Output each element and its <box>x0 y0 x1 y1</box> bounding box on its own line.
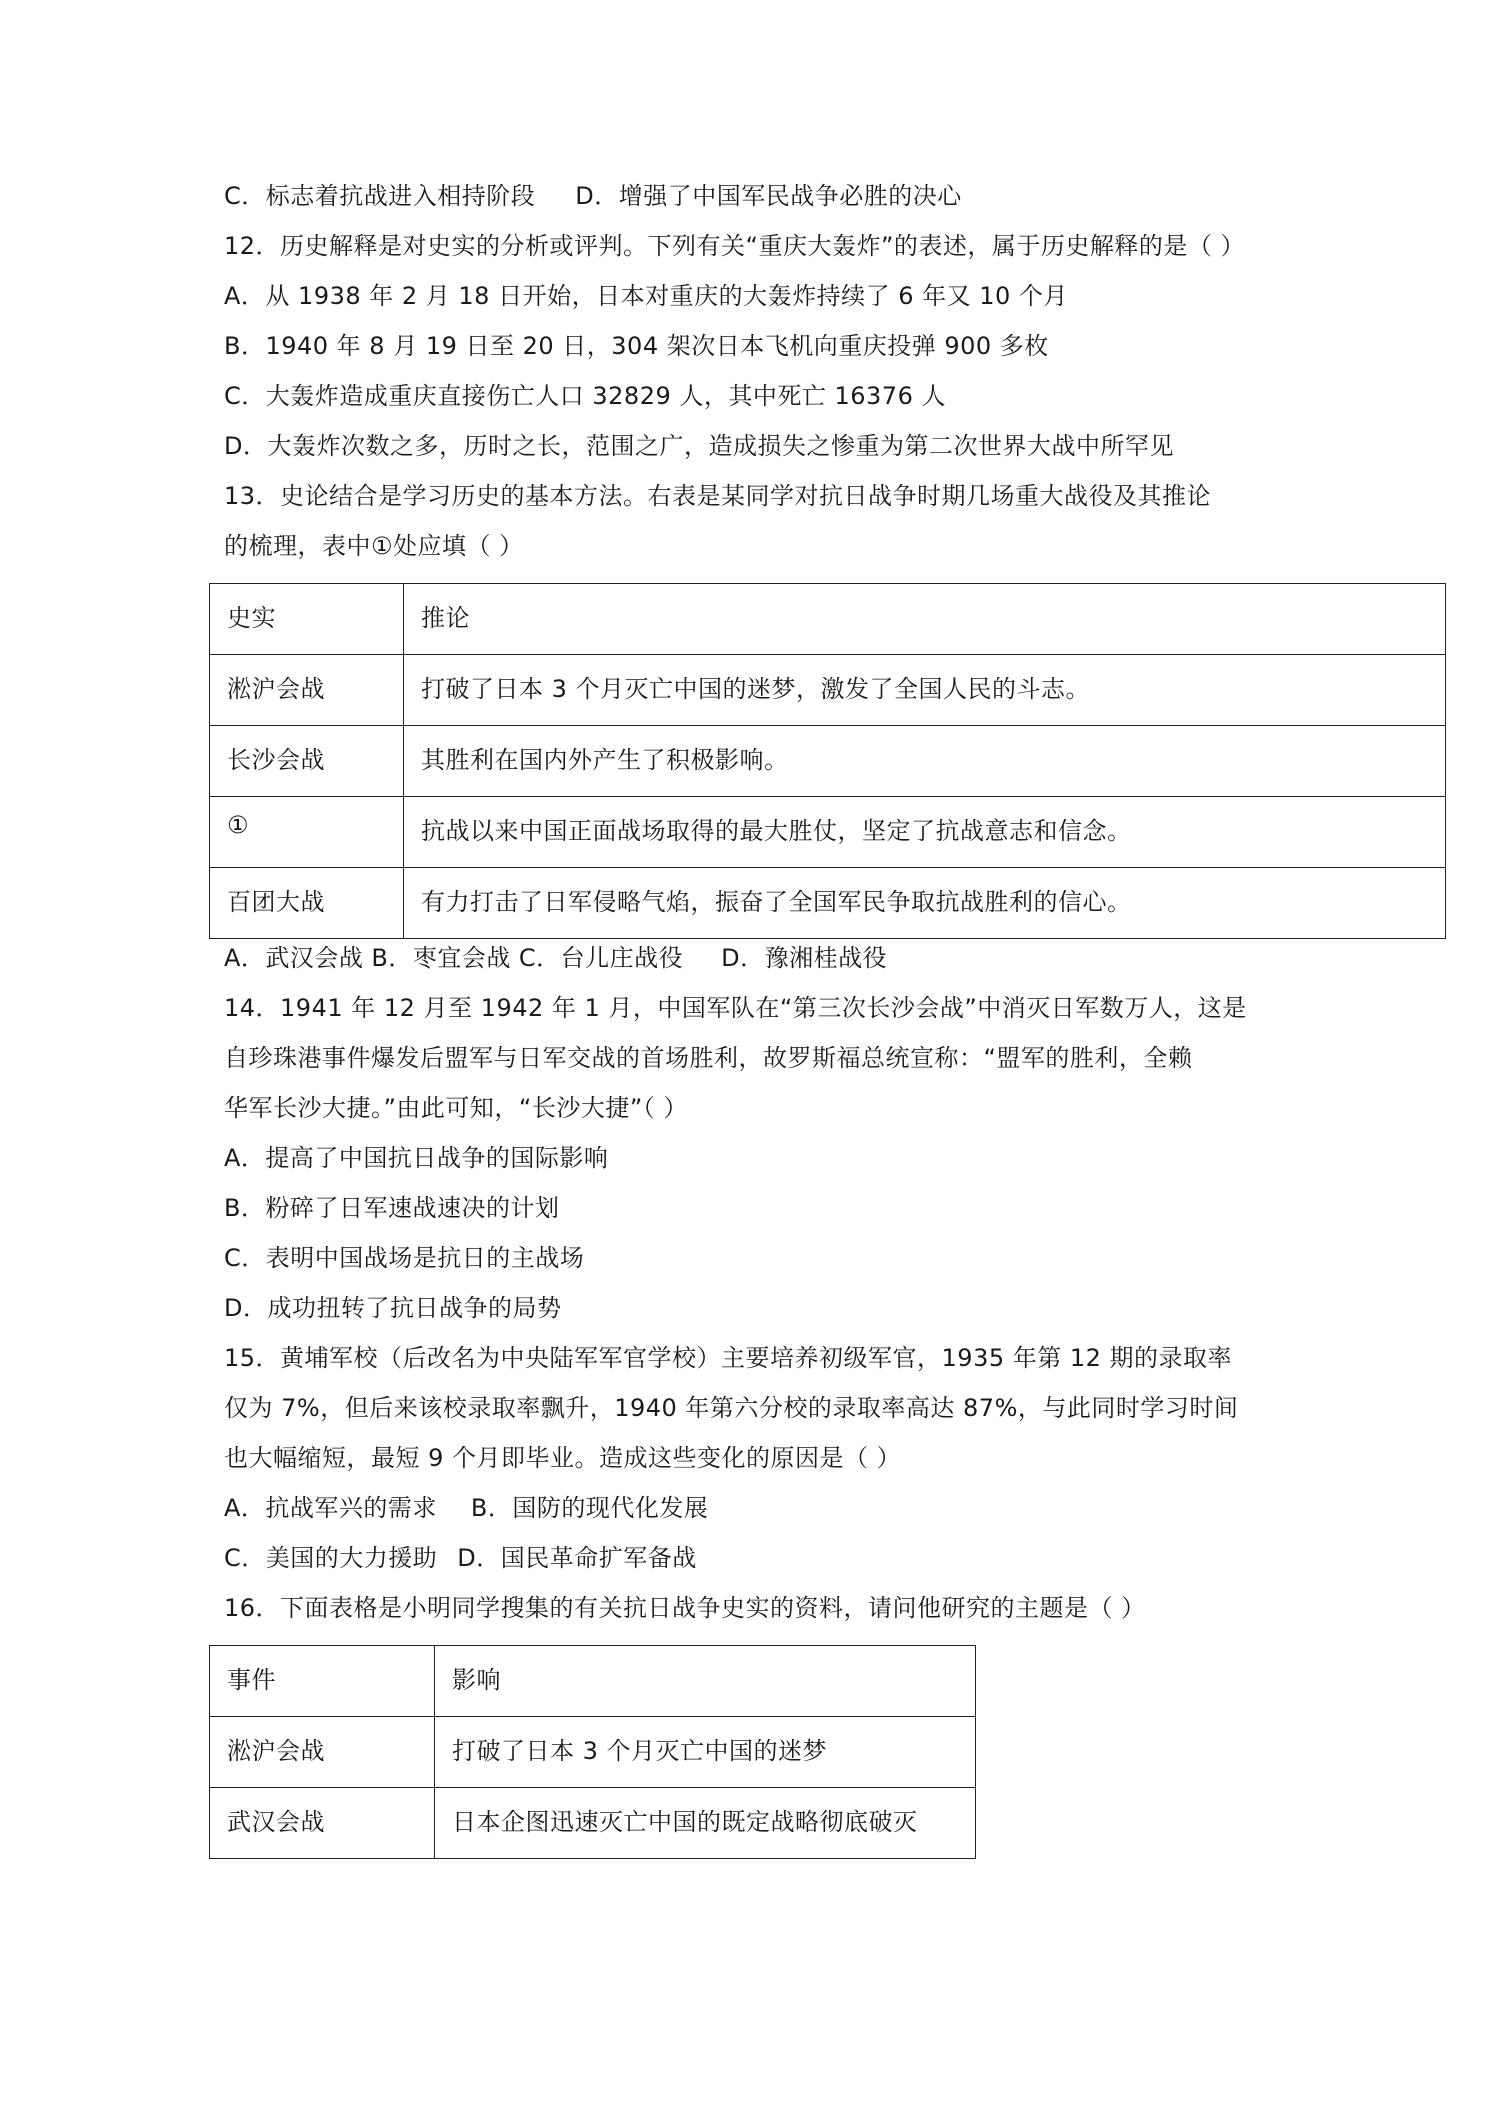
table-cell: 长沙会战 <box>210 726 404 797</box>
table-header-cell: 史实 <box>210 584 404 655</box>
q12-option-c: C．大轰炸造成重庆直接伤亡人口 32829 人，其中死亡 16376 人 <box>224 382 946 410</box>
q13-stem-line-2: 的梳理，表中①处应填（ ） <box>224 532 524 560</box>
q13-option-c: C．台儿庄战役 <box>518 944 684 972</box>
table-cell: 武汉会战 <box>210 1788 435 1859</box>
q13-table <box>209 583 1446 939</box>
table-row <box>210 726 1446 797</box>
table-cell: 有力打击了日军侵略气焰，振奋了全国军民争取抗战胜利的信心。 <box>404 868 1446 939</box>
table-header-row <box>210 584 1446 655</box>
table-header-row <box>210 1646 976 1717</box>
q11-option-d: D．增强了中国军民战争必胜的决心 <box>575 182 962 210</box>
q15-option-c: C．美国的大力援助 <box>224 1544 438 1572</box>
q15-option-d: D．国民革命扩军备战 <box>457 1544 697 1572</box>
q15-stem-line-1: 15．黄埔军校（后改名为中央陆军军官学校）主要培养初级军官，1935 年第 12 期的录取率 <box>224 1344 1233 1372</box>
table-header-cell: 事件 <box>210 1646 435 1717</box>
table-cell: 打破了日本 3 个月灭亡中国的迷梦 <box>435 1717 976 1788</box>
q13-stem-line-1: 13．史论结合是学习历史的基本方法。右表是某同学对抗日战争时期几场重大战役及其推论 <box>224 482 1212 510</box>
table-cell: ① <box>210 797 404 868</box>
table-row <box>210 655 1446 726</box>
q13-options-row <box>224 941 887 975</box>
table-row <box>210 797 1446 868</box>
q13-option-b: B．枣宜会战 <box>371 944 511 972</box>
q12-option-a: A．从 1938 年 2 月 18 日开始，日本对重庆的大轰炸持续了 6 年又 10 个月 <box>224 282 1068 310</box>
q11-options-row <box>224 179 962 213</box>
q14-stem-line-1: 14．1941 年 12 月至 1942 年 1 月，中国军队在“第三次长沙会战”中消灭日军数万人，这是 <box>224 994 1247 1022</box>
q14-option-c: C．表明中国战场是抗日的主战场 <box>224 1244 585 1272</box>
q15-options-row-1 <box>224 1491 708 1525</box>
q14-option-a: A．提高了中国抗日战争的国际影响 <box>224 1144 609 1172</box>
table-row <box>210 1717 976 1788</box>
table-cell: 淞沪会战 <box>210 1717 435 1788</box>
table-row <box>210 868 1446 939</box>
table-cell: 打破了日本 3 个月灭亡中国的迷梦，激发了全国人民的斗志。 <box>404 655 1446 726</box>
table-cell: 抗战以来中国正面战场取得的最大胜仗，坚定了抗战意志和信念。 <box>404 797 1446 868</box>
table-cell: 其胜利在国内外产生了积极影响。 <box>404 726 1446 797</box>
q15-option-b: B．国防的现代化发展 <box>470 1494 709 1522</box>
table-cell: 淞沪会战 <box>210 655 404 726</box>
q12-stem: 12．历史解释是对史实的分析或评判。下列有关“重庆大轰炸”的表述，属于历史解释的是（ ） <box>224 232 1246 260</box>
q12-option-d: D．大轰炸次数之多，历时之长，范围之广，造成损失之惨重为第二次世界大战中所罕见 <box>224 432 1174 460</box>
q12-option-b: B．1940 年 8 月 19 日至 20 日，304 架次日本飞机向重庆投弹 900 多枚 <box>224 332 1049 360</box>
q14-option-b: B．粉碎了日军速战速决的计划 <box>224 1194 560 1222</box>
table-header-cell: 推论 <box>404 584 1446 655</box>
table-cell: 百团大战 <box>210 868 404 939</box>
q14-stem-line-2: 自珍珠港事件爆发后盟军与日军交战的首场胜利，故罗斯福总统宣称：“盟军的胜利，全赖 <box>224 1044 1193 1072</box>
q13-option-d: D．豫湘桂战役 <box>721 944 888 972</box>
table-cell: 日本企图迅速灭亡中国的既定战略彻底破灭 <box>435 1788 976 1859</box>
q14-stem-line-3: 华军长沙大捷。”由此可知，“长沙大捷”（ ） <box>224 1094 688 1122</box>
q13-option-a: A．武汉会战 <box>224 944 364 972</box>
q14-option-d: D．成功扭转了抗日战争的局势 <box>224 1294 562 1322</box>
table-header-cell: 影响 <box>435 1646 976 1717</box>
q15-option-a: A．抗战军兴的需求 <box>224 1494 437 1522</box>
q15-options-row-2 <box>224 1541 697 1575</box>
table-row <box>210 1788 976 1859</box>
q11-option-c: C．标志着抗战进入相持阶段 <box>224 182 536 210</box>
q15-stem-line-2: 仅为 7%，但后来该校录取率飘升，1940 年第六分校的录取率高达 87%，与此同时学习时间 <box>224 1394 1239 1422</box>
q16-stem: 16．下面表格是小明同学搜集的有关抗日战争史实的资料，请问他研究的主题是（ ） <box>224 1594 1146 1622</box>
q16-table <box>209 1645 976 1859</box>
q15-stem-line-3: 也大幅缩短，最短 9 个月即毕业。造成这些变化的原因是（ ） <box>224 1444 902 1472</box>
